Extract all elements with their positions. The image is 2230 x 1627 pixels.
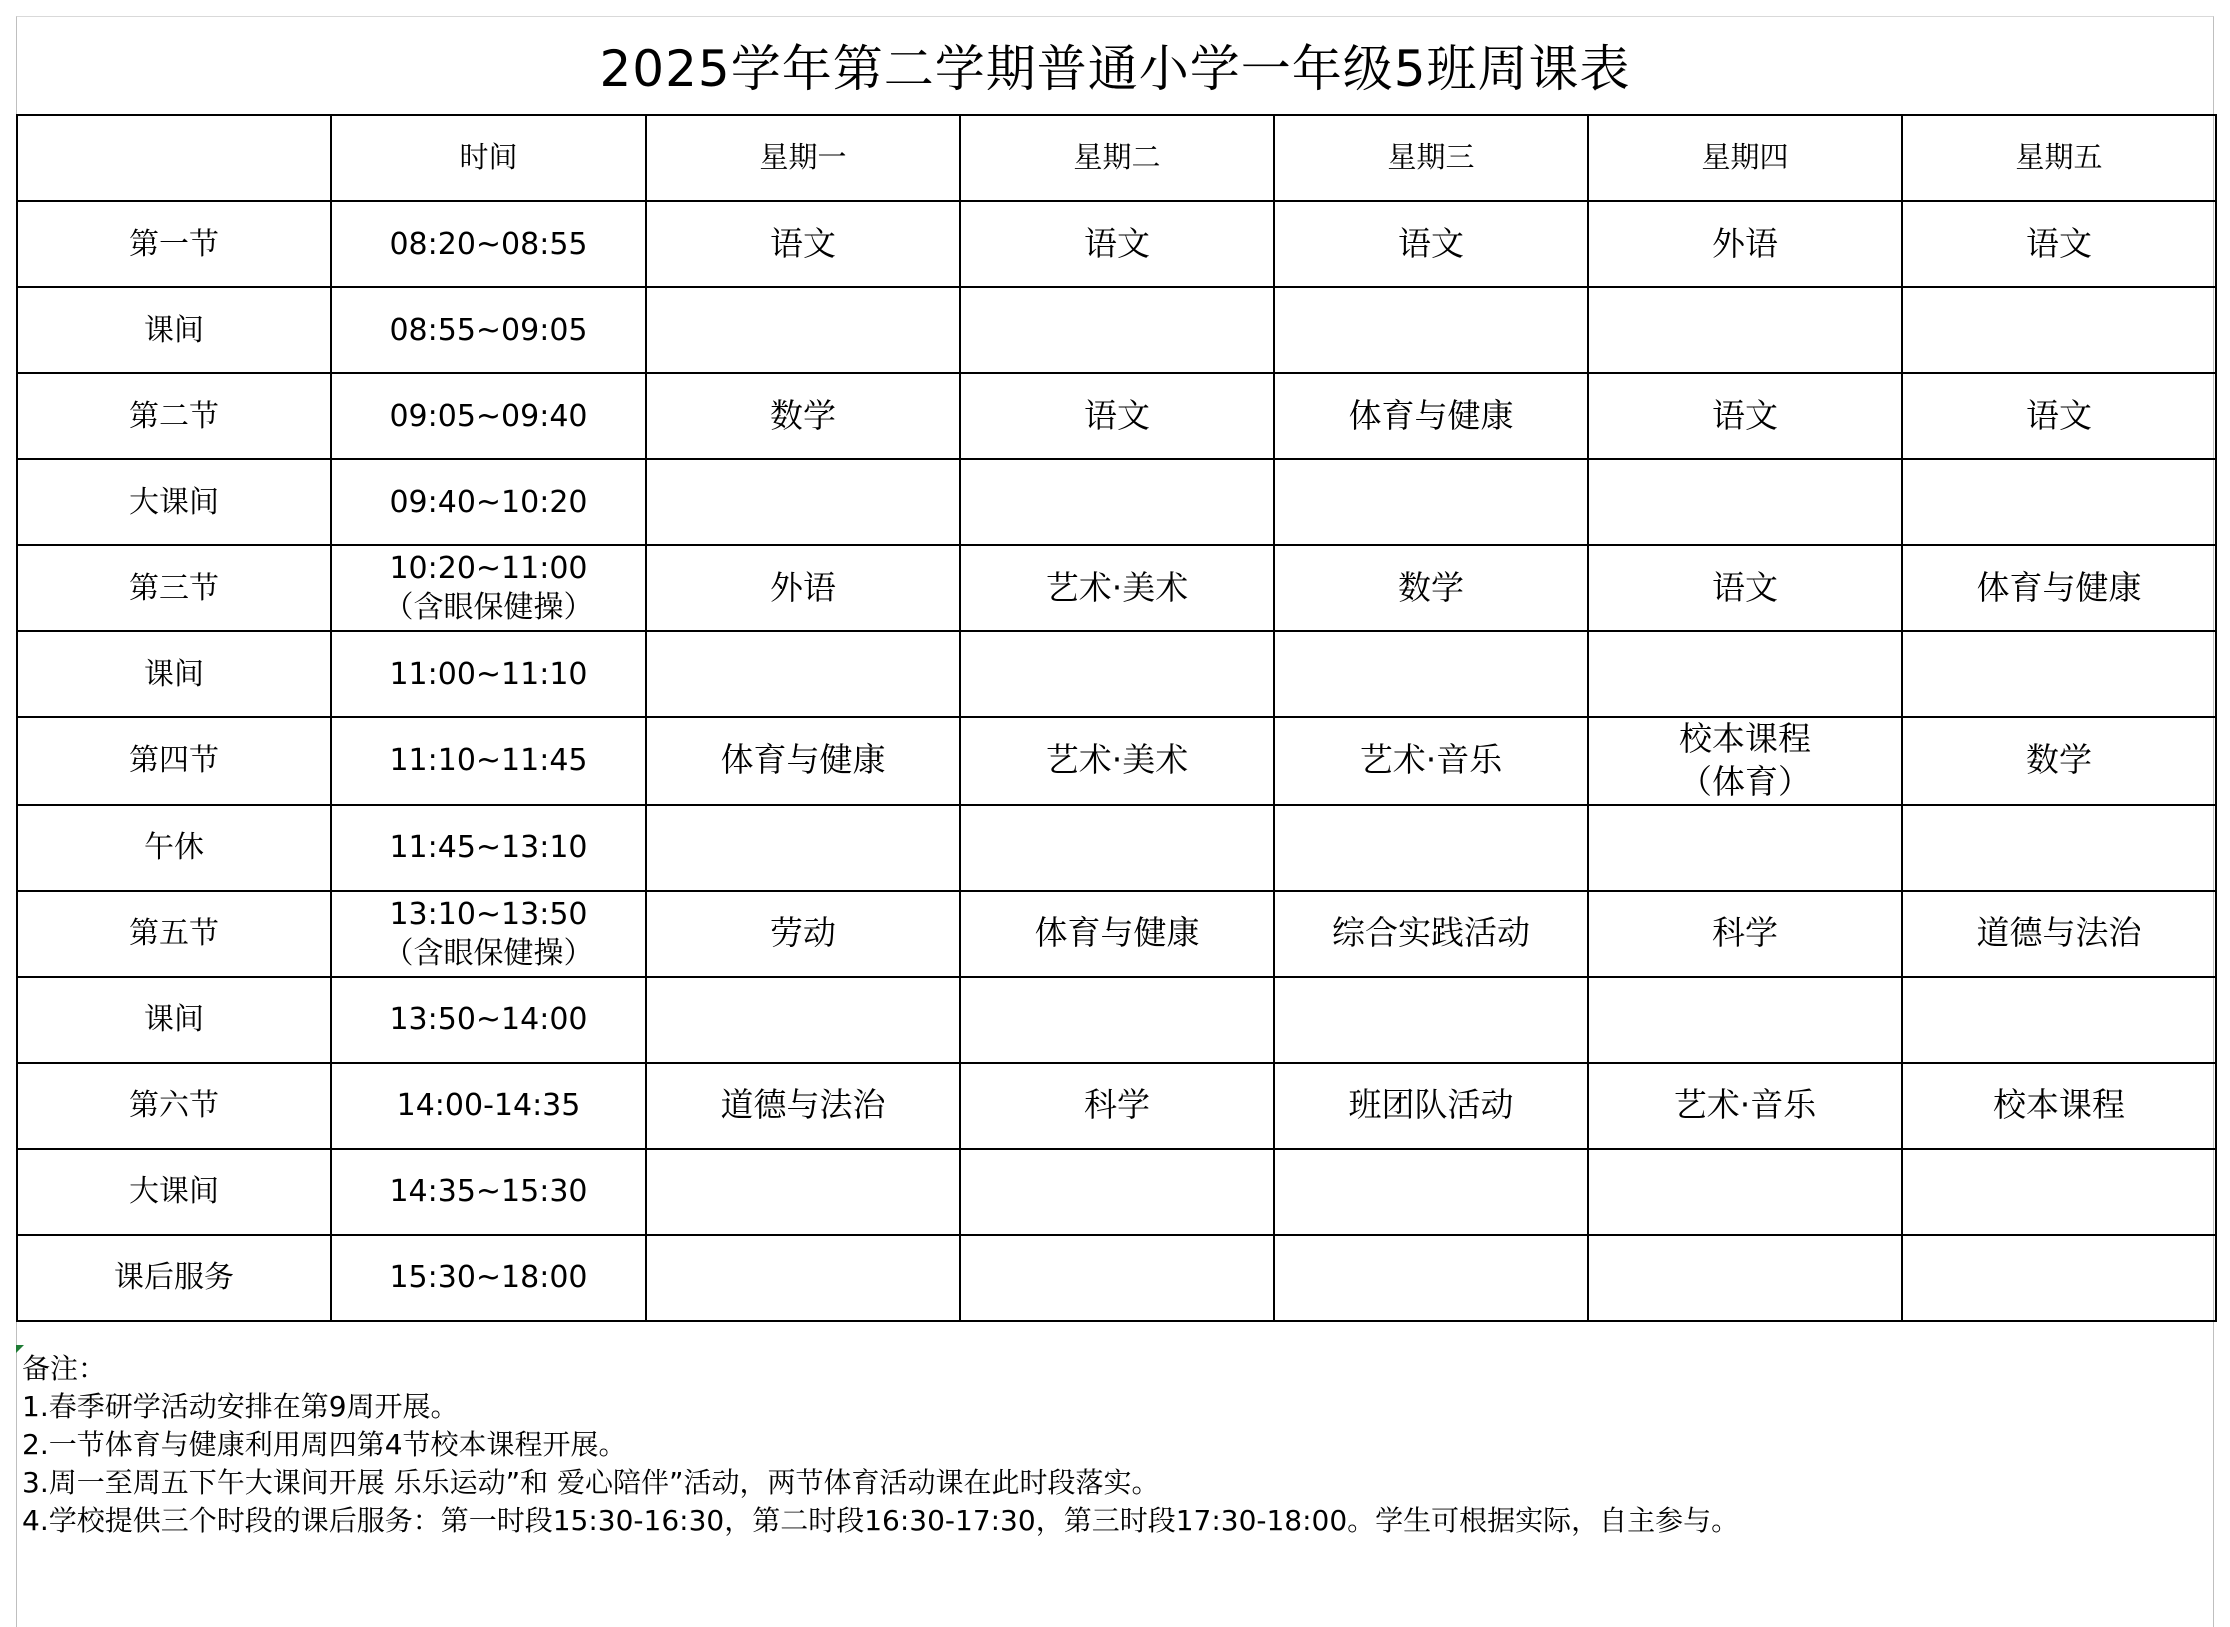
schedule-table <box>16 114 2217 1322</box>
subject-text: （体育） <box>1679 761 1811 801</box>
period-cell[interactable]: 课间 <box>17 631 331 717</box>
page-title: 2025学年第二学期普通小学一年级5班周课表 <box>599 40 1631 98</box>
subject-cell[interactable] <box>1274 1063 1588 1149</box>
time-text: 13:50~14:00 <box>389 1002 588 1038</box>
subject-cell[interactable] <box>646 1149 960 1235</box>
time-cell[interactable] <box>331 805 646 891</box>
time-cell[interactable] <box>331 545 646 631</box>
subject-cell[interactable] <box>1588 201 1902 287</box>
table-row <box>17 1149 2216 1235</box>
header-row <box>17 115 2216 201</box>
period-cell[interactable]: 大课间 <box>17 1149 331 1235</box>
table-row <box>17 1063 2216 1149</box>
subject-cell[interactable] <box>960 631 1274 717</box>
subject-cell[interactable] <box>1902 717 2216 805</box>
period-cell[interactable]: 第三节 <box>17 545 331 631</box>
subject-cell[interactable] <box>646 459 960 545</box>
table-row <box>17 805 2216 891</box>
subject-cell[interactable] <box>1902 373 2216 459</box>
subject-cell[interactable] <box>1588 545 1902 631</box>
subject-cell[interactable] <box>960 1149 1274 1235</box>
time-cell[interactable] <box>331 631 646 717</box>
subject-cell[interactable] <box>1902 1063 2216 1149</box>
subject-cell[interactable] <box>960 287 1274 373</box>
subject-cell[interactable] <box>960 1235 1274 1321</box>
note-line-3: 3.周一至周五下午大课间开展 乐乐运动”和 爱心陪伴”活动，两节体育活动课在此时段落实。 <box>22 1466 1160 1499</box>
subject-cell[interactable] <box>646 631 960 717</box>
period-cell[interactable]: 课间 <box>17 977 331 1063</box>
subject-cell[interactable] <box>1588 373 1902 459</box>
subject-text: 校本课程 <box>1993 1085 2125 1125</box>
subject-cell[interactable] <box>646 977 960 1063</box>
subject-text: 语文 <box>1712 567 1778 607</box>
subject-text: 体育与健康 <box>1348 395 1514 435</box>
subject-cell[interactable] <box>1588 805 1902 891</box>
subject-text: 体育与健康 <box>1034 913 1200 953</box>
subject-cell[interactable] <box>1902 287 2216 373</box>
table-row <box>17 1235 2216 1321</box>
subject-cell[interactable] <box>1588 977 1902 1063</box>
time-text: 11:45~13:10 <box>389 830 588 866</box>
schedule-body <box>17 201 2216 1321</box>
subject-cell[interactable] <box>646 373 960 459</box>
subject-text: 班团队活动 <box>1348 1085 1514 1125</box>
subject-text: 艺术·美术 <box>1045 740 1189 780</box>
subject-text: 体育与健康 <box>1976 567 2142 607</box>
subject-text: 语文 <box>1084 223 1150 263</box>
period-cell[interactable]: 大课间 <box>17 459 331 545</box>
time-cell[interactable] <box>331 459 646 545</box>
subject-text: 道德与法治 <box>1976 913 2142 953</box>
subject-text: 外语 <box>770 567 836 607</box>
subject-cell[interactable] <box>1902 1235 2216 1321</box>
subject-cell[interactable] <box>960 373 1274 459</box>
subject-cell[interactable] <box>1274 287 1588 373</box>
time-text: 14:35~15:30 <box>389 1174 588 1210</box>
subject-cell[interactable] <box>1274 545 1588 631</box>
subject-cell[interactable] <box>646 545 960 631</box>
time-cell[interactable] <box>331 201 646 287</box>
table-row <box>17 373 2216 459</box>
time-text: 13:10~13:50 <box>389 896 588 932</box>
subject-cell[interactable] <box>960 891 1274 977</box>
table-row <box>17 545 2216 631</box>
subject-cell[interactable] <box>646 201 960 287</box>
subject-cell[interactable] <box>1902 977 2216 1063</box>
subject-cell[interactable] <box>1274 1235 1588 1321</box>
subject-cell[interactable] <box>646 1063 960 1149</box>
subject-cell[interactable] <box>1588 1149 1902 1235</box>
subject-cell[interactable] <box>646 717 960 805</box>
table-row <box>17 717 2216 805</box>
subject-text: 综合实践活动 <box>1332 913 1530 953</box>
subject-text: 艺术·音乐 <box>1359 740 1503 780</box>
subject-cell[interactable] <box>1274 717 1588 805</box>
subject-text: 语文 <box>2026 223 2092 263</box>
subject-cell[interactable] <box>960 1063 1274 1149</box>
subject-cell[interactable] <box>1274 373 1588 459</box>
subject-text: 科学 <box>1712 913 1778 953</box>
subject-text: 校本课程 <box>1679 719 1811 758</box>
subject-cell[interactable] <box>960 545 1274 631</box>
subject-text: 艺术·美术 <box>1045 567 1189 607</box>
subject-text: 数学 <box>770 395 836 435</box>
subject-text: 科学 <box>1084 1085 1150 1125</box>
subject-cell[interactable] <box>1588 1235 1902 1321</box>
subject-cell[interactable] <box>960 459 1274 545</box>
subject-cell[interactable] <box>1588 631 1902 717</box>
header-thursday[interactable]: 星期四 <box>1588 115 1902 201</box>
subject-cell[interactable] <box>1274 1149 1588 1235</box>
table-row <box>17 631 2216 717</box>
subject-cell[interactable] <box>1274 977 1588 1063</box>
time-text: （含眼保健操） <box>383 935 594 971</box>
subject-text: 语文 <box>1712 395 1778 435</box>
note-line-4: 4.学校提供三个时段的课后服务：第一时段15:30-16:30，第二时段16:30-17:30，第三时段17:30-18:00。学生可根据实际，自主参与。 <box>22 1504 1740 1537</box>
period-cell[interactable]: 第四节 <box>17 717 331 805</box>
subject-cell[interactable] <box>960 805 1274 891</box>
subject-cell[interactable] <box>960 977 1274 1063</box>
subject-text: 道德与法治 <box>720 1085 886 1125</box>
time-text: 08:20~08:55 <box>389 226 588 262</box>
time-text: 15:30~18:00 <box>389 1260 588 1296</box>
subject-cell[interactable] <box>646 891 960 977</box>
time-cell[interactable] <box>331 977 646 1063</box>
subject-cell[interactable] <box>1588 287 1902 373</box>
header-time[interactable]: 时间 <box>331 115 646 201</box>
subject-text: 艺术·音乐 <box>1673 1085 1817 1125</box>
period-cell[interactable]: 课间 <box>17 287 331 373</box>
period-cell[interactable]: 午休 <box>17 805 331 891</box>
table-row <box>17 891 2216 977</box>
subject-text: 数学 <box>2026 740 2092 780</box>
subject-cell[interactable] <box>1274 201 1588 287</box>
header-wednesday[interactable]: 星期三 <box>1274 115 1588 201</box>
header-blank-cell[interactable] <box>17 115 331 201</box>
subject-text: 劳动 <box>770 913 836 953</box>
time-cell[interactable] <box>331 287 646 373</box>
time-text: 11:10~11:45 <box>389 743 588 779</box>
time-cell[interactable] <box>331 1063 646 1149</box>
subject-cell[interactable] <box>646 805 960 891</box>
time-text: 09:40~10:20 <box>389 484 588 520</box>
subject-text: 数学 <box>1398 567 1464 607</box>
subject-text: 语文 <box>770 223 836 263</box>
subject-text: 语文 <box>1398 223 1464 263</box>
table-row <box>17 459 2216 545</box>
table-row <box>17 977 2216 1063</box>
note-line-2: 2.一节体育与健康利用周四第4节校本课程开展。 <box>22 1428 627 1461</box>
period-cell[interactable]: 第一节 <box>17 201 331 287</box>
subject-text: 外语 <box>1712 223 1778 263</box>
note-line-1: 1.春季研学活动安排在第9周开展。 <box>22 1390 459 1423</box>
time-cell[interactable] <box>331 1235 646 1321</box>
time-cell[interactable] <box>331 1149 646 1235</box>
subject-cell[interactable] <box>960 201 1274 287</box>
notes-heading: 备注： <box>22 1352 107 1385</box>
time-text: 09:05~09:40 <box>389 398 588 434</box>
subject-cell[interactable] <box>1902 805 2216 891</box>
time-cell[interactable] <box>331 891 646 977</box>
period-cell[interactable]: 课后服务 <box>17 1235 331 1321</box>
time-text: 11:00~11:10 <box>389 656 588 692</box>
table-row <box>17 287 2216 373</box>
subject-cell[interactable] <box>1274 631 1588 717</box>
subject-text: 语文 <box>1084 395 1150 435</box>
subject-text: 体育与健康 <box>720 740 886 780</box>
subject-cell[interactable] <box>1588 1063 1902 1149</box>
period-cell[interactable]: 第二节 <box>17 373 331 459</box>
time-text: 14:00-14:35 <box>396 1088 581 1124</box>
subject-cell[interactable] <box>1274 459 1588 545</box>
time-text: 10:20~11:00 <box>389 551 588 586</box>
time-text: （含眼保健操） <box>383 590 594 625</box>
subject-cell[interactable] <box>1274 891 1588 977</box>
subject-cell[interactable] <box>1588 891 1902 977</box>
subject-cell[interactable] <box>1902 891 2216 977</box>
period-cell[interactable]: 第五节 <box>17 891 331 977</box>
time-text: 08:55~09:05 <box>389 312 588 348</box>
subject-cell[interactable] <box>1902 631 2216 717</box>
subject-cell[interactable] <box>1902 545 2216 631</box>
subject-cell[interactable] <box>1902 459 2216 545</box>
header-friday[interactable]: 星期五 <box>1902 115 2216 201</box>
header-tuesday[interactable]: 星期二 <box>960 115 1274 201</box>
period-cell[interactable]: 第六节 <box>17 1063 331 1149</box>
subject-cell[interactable] <box>646 1235 960 1321</box>
time-cell[interactable] <box>331 717 646 805</box>
notes[interactable] <box>22 1350 2202 1540</box>
subject-cell[interactable] <box>1588 717 1902 805</box>
subject-cell[interactable] <box>1588 459 1902 545</box>
subject-cell[interactable] <box>1902 1149 2216 1235</box>
time-cell[interactable] <box>331 373 646 459</box>
subject-cell[interactable] <box>1274 805 1588 891</box>
subject-cell[interactable] <box>646 287 960 373</box>
subject-cell[interactable] <box>1902 201 2216 287</box>
table-row <box>17 201 2216 287</box>
subject-text: 语文 <box>2026 395 2092 435</box>
header-monday[interactable]: 星期一 <box>646 115 960 201</box>
subject-cell[interactable] <box>960 717 1274 805</box>
